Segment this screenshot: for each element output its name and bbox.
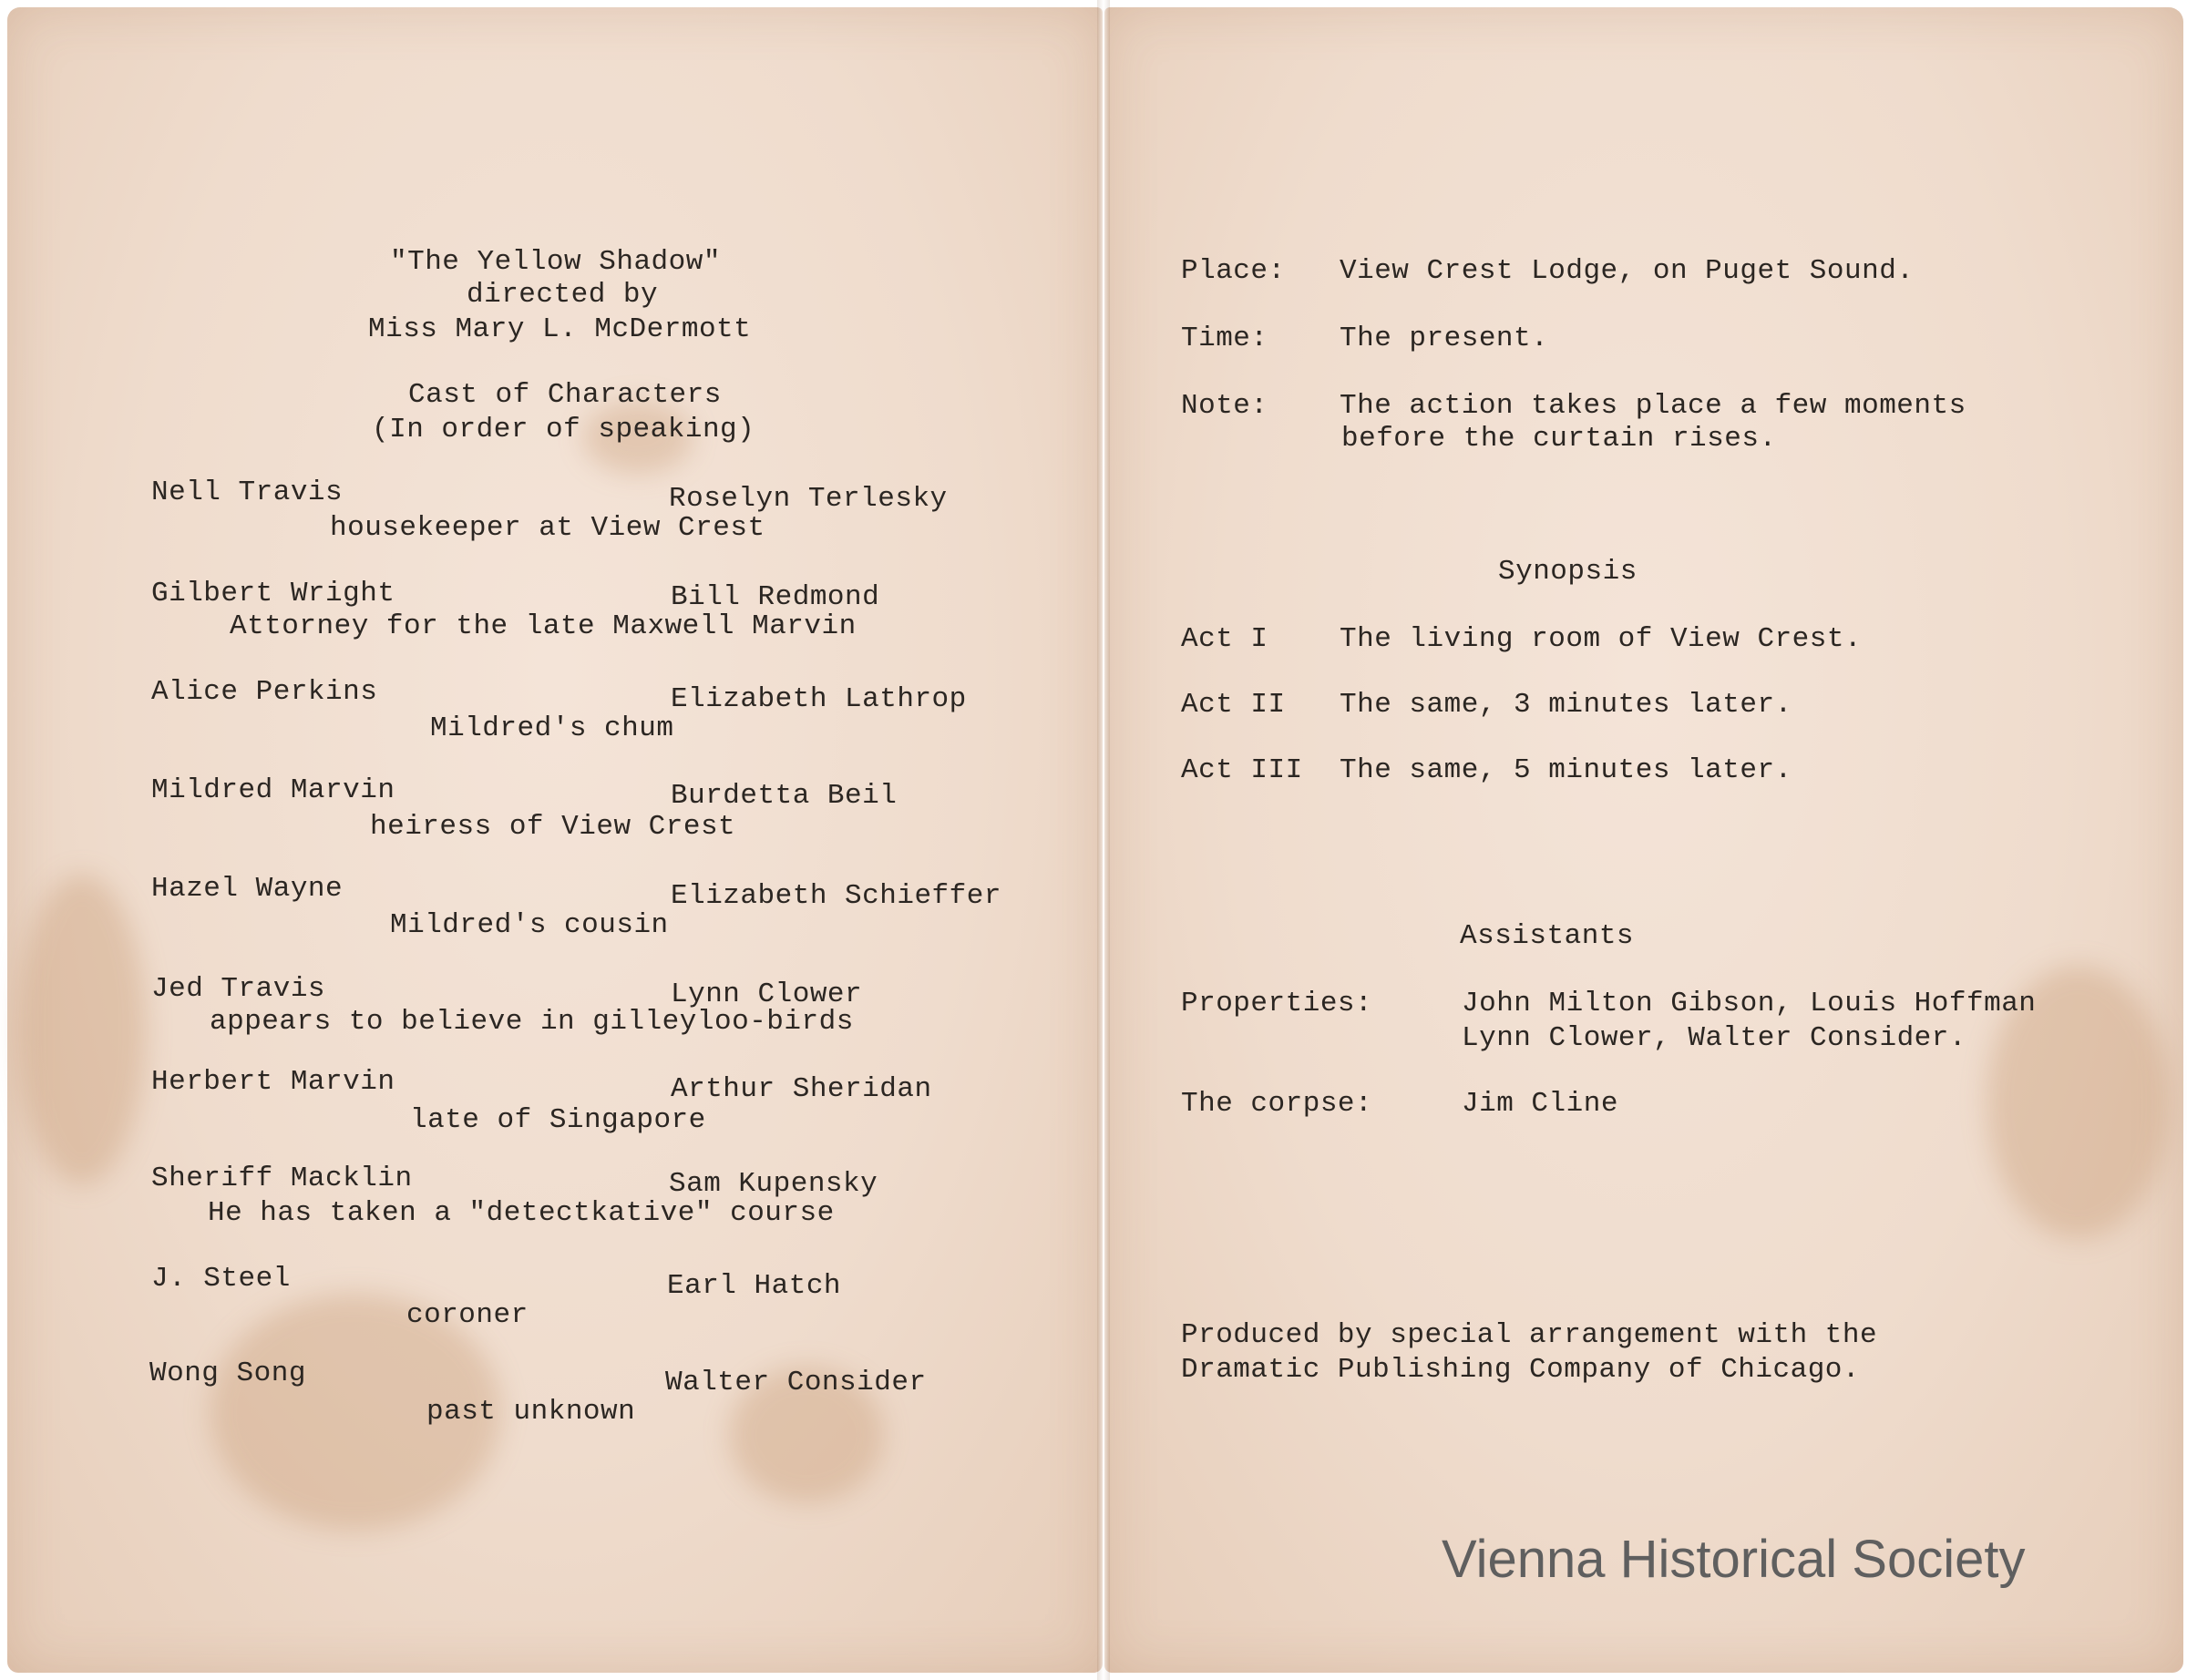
production-credit: Produced by special arrangement with the xyxy=(1181,1319,1878,1351)
act-description: The same, 5 minutes later. xyxy=(1340,754,1792,786)
actor-name: Bill Redmond xyxy=(671,581,880,613)
character-description: Mildred's chum xyxy=(430,712,674,744)
time-label: Time: xyxy=(1181,323,1268,354)
place-value: View Crest Lodge, on Puget Sound. xyxy=(1340,255,1915,287)
corpse-label: The corpse: xyxy=(1181,1088,1373,1120)
note-label: Note: xyxy=(1181,390,1268,422)
character-name: Wong Song xyxy=(149,1357,306,1389)
actor-name: Lynn Clower xyxy=(671,978,863,1010)
character-name: Herbert Marvin xyxy=(151,1066,395,1098)
character-name: Nell Travis xyxy=(151,476,344,508)
properties-names: John Milton Gibson, Louis Hoffman xyxy=(1462,988,2037,1019)
properties-label: Properties: xyxy=(1181,988,1373,1019)
place-label: Place: xyxy=(1181,255,1286,287)
center-fold xyxy=(1097,0,1110,1680)
character-description: He has taken a "detectkative" course xyxy=(208,1197,835,1229)
character-description: Attorney for the late Maxwell Marvin xyxy=(230,610,857,642)
character-name: Hazel Wayne xyxy=(151,873,344,905)
character-name: Sheriff Macklin xyxy=(151,1163,413,1194)
character-name: J. Steel xyxy=(151,1263,291,1295)
production-credit-continued: Dramatic Publishing Company of Chicago. xyxy=(1181,1354,1861,1386)
actor-name: Arthur Sheridan xyxy=(671,1073,932,1105)
character-name: Jed Travis xyxy=(151,973,326,1005)
character-description: appears to believe in gilleyloo-birds xyxy=(210,1006,854,1038)
actor-name: Earl Hatch xyxy=(667,1270,842,1302)
time-value: The present. xyxy=(1340,323,1549,354)
synopsis-heading: Synopsis xyxy=(1498,556,1638,588)
character-description: late of Singapore xyxy=(410,1104,706,1136)
actor-name: Roselyn Terlesky xyxy=(669,483,948,515)
character-description: Mildred's cousin xyxy=(390,909,669,941)
act-label: Act I xyxy=(1181,623,1268,655)
assistants-heading: Assistants xyxy=(1460,920,1635,952)
corpse-value: Jim Cline xyxy=(1462,1088,1618,1120)
character-name: Mildred Marvin xyxy=(151,774,395,806)
actor-name: Walter Consider xyxy=(665,1367,927,1398)
watermark: Vienna Historical Society xyxy=(1442,1530,2026,1589)
actor-name: Burdetta Beil xyxy=(671,780,898,812)
cast-heading: Cast of Characters xyxy=(408,379,722,411)
character-description: heiress of View Crest xyxy=(370,811,736,843)
actor-name: Sam Kupensky xyxy=(669,1168,878,1200)
play-title: "The Yellow Shadow" xyxy=(390,246,721,278)
directed-by: directed by xyxy=(467,279,659,311)
cast-subheading: (In order of speaking) xyxy=(372,414,755,446)
director-name: Miss Mary L. McDermott xyxy=(368,313,752,345)
character-name: Gilbert Wright xyxy=(151,578,395,610)
character-description: coroner xyxy=(406,1299,529,1331)
actor-name: Elizabeth Lathrop xyxy=(671,683,967,715)
character-description: past unknown xyxy=(426,1396,636,1428)
act-label: Act III xyxy=(1181,754,1303,786)
character-description: housekeeper at View Crest xyxy=(330,512,765,544)
properties-names-continued: Lynn Clower, Walter Consider. xyxy=(1462,1022,1966,1054)
note-value: The action takes place a few moments xyxy=(1340,390,1966,422)
act-description: The living room of View Crest. xyxy=(1340,623,1863,655)
act-label: Act II xyxy=(1181,689,1286,721)
character-name: Alice Perkins xyxy=(151,676,378,708)
note-value-continued: before the curtain rises. xyxy=(1341,423,1777,455)
actor-name: Elizabeth Schieffer xyxy=(671,880,1001,912)
act-description: The same, 3 minutes later. xyxy=(1340,689,1792,721)
stain xyxy=(18,875,146,1184)
